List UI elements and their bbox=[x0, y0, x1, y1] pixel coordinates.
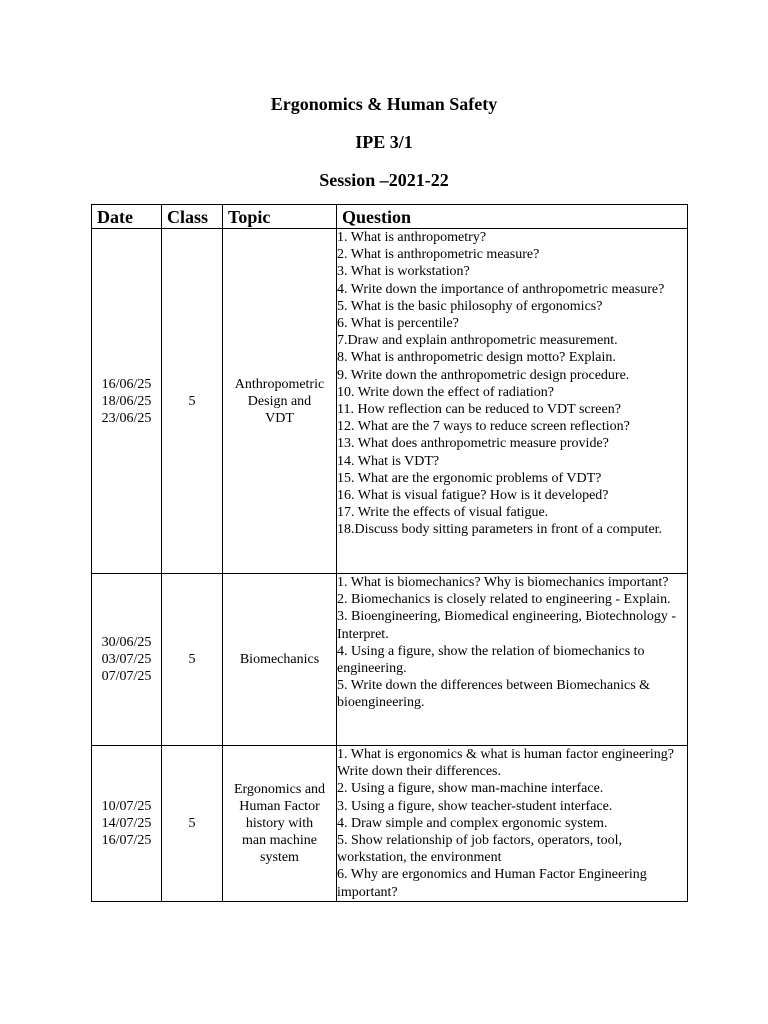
question-item: 5. What is the basic philosophy of ergonomics? bbox=[337, 298, 603, 314]
question-item: 2. Biomechanics is closely related to engineering - Explain. bbox=[337, 592, 671, 608]
topic-line: Ergonomics and bbox=[233, 781, 326, 797]
question-list bbox=[337, 229, 688, 574]
question-item: 2. Using a figure, show man-machine interface. bbox=[337, 781, 604, 797]
question-item: 3. What is workstation? bbox=[337, 264, 470, 280]
date-value: 16/06/25 bbox=[101, 376, 152, 392]
table-row bbox=[92, 574, 688, 746]
date-value: 18/06/25 bbox=[101, 393, 152, 409]
topic-line: Anthropometric bbox=[234, 376, 325, 392]
question-item: 11. How reflection can be reduced to VDT screen? bbox=[337, 402, 621, 418]
question-item: 1. What is ergonomics & what is human factor engineering? Write down their differences. bbox=[337, 747, 674, 780]
date-value: 14/07/25 bbox=[101, 815, 152, 831]
question-item: 5. Write down the differences between Biomechanics & bioengineering. bbox=[337, 678, 651, 711]
question-item: 1. What is biomechanics? Why is biomechanics important? bbox=[337, 575, 669, 590]
question-item: 15. What are the ergonomic problems of VDT? bbox=[337, 470, 602, 486]
topic-line: history with bbox=[245, 815, 314, 831]
question-item: 13. What does anthropometric measure provide? bbox=[337, 436, 609, 452]
question-item: 14. What is VDT? bbox=[337, 453, 440, 469]
question-item: 18.Discuss body sitting parameters in front of a computer. bbox=[337, 522, 663, 538]
question-list bbox=[337, 574, 688, 746]
question-item: 1. What is anthropometry? bbox=[337, 230, 487, 245]
topic-line: man machine bbox=[241, 832, 318, 848]
column-header-class: Class bbox=[162, 205, 223, 229]
table-row bbox=[92, 229, 688, 574]
date-value: 03/07/25 bbox=[101, 652, 152, 667]
question-item: 3. Bioengineering, Biomedical engineering, Biotechnology - Interpret. bbox=[337, 609, 677, 642]
topic-line: Human Factor bbox=[239, 798, 320, 814]
question-list bbox=[337, 746, 688, 902]
question-item: 9. Write down the anthropometric design procedure. bbox=[337, 367, 630, 383]
topic-cell bbox=[223, 229, 337, 574]
question-item: 4. Using a figure, show the relation of biomechanics to engineering. bbox=[337, 643, 645, 677]
topic-cell bbox=[223, 746, 337, 902]
topic-line: VDT bbox=[265, 410, 294, 426]
schedule-table bbox=[91, 204, 688, 902]
question-item: 17. Write the effects of visual fatigue. bbox=[337, 505, 549, 521]
date-value: 16/07/25 bbox=[101, 832, 152, 848]
date-cell bbox=[92, 229, 162, 574]
course-code: IPE 3/1 bbox=[355, 132, 413, 152]
question-item: 6. Why are ergonomics and Human Factor Engineering important? bbox=[337, 867, 647, 900]
date-value: 23/06/25 bbox=[101, 410, 152, 426]
question-item: 12. What are the 7 ways to reduce screen reflection? bbox=[337, 419, 630, 435]
question-item: 5. Show relationship of job factors, operators, tool, workstation, the environment bbox=[337, 833, 623, 866]
class-count: 5 bbox=[162, 229, 223, 574]
date-value: 07/07/25 bbox=[101, 669, 152, 684]
question-item: 4. Draw simple and complex ergonomic system. bbox=[337, 815, 608, 831]
question-item: 3. Using a figure, show teacher-student interface. bbox=[337, 798, 613, 814]
question-item: 2. What is anthropometric measure? bbox=[337, 247, 540, 263]
date-cell bbox=[92, 746, 162, 902]
question-item: 8. What is anthropometric design motto? Explain. bbox=[337, 350, 616, 366]
topic-line: system bbox=[260, 849, 299, 865]
class-count: 5 bbox=[162, 574, 223, 746]
column-header-date: Date bbox=[92, 205, 162, 229]
date-value: 30/06/25 bbox=[101, 635, 152, 650]
class-count: 5 bbox=[162, 746, 223, 902]
topic-line: Biomechanics bbox=[239, 652, 320, 667]
question-item: 6. What is percentile? bbox=[337, 316, 459, 332]
table-header-row bbox=[92, 205, 688, 229]
question-item: 7.Draw and explain anthropometric measurement. bbox=[337, 333, 618, 349]
document-title: Ergonomics & Human Safety bbox=[270, 94, 498, 114]
topic-line: Design and bbox=[247, 393, 312, 409]
column-header-topic: Topic bbox=[223, 205, 337, 229]
column-header-question: Question bbox=[337, 205, 688, 229]
date-value: 10/07/25 bbox=[101, 798, 152, 814]
topic-cell bbox=[223, 574, 337, 746]
table-row bbox=[92, 746, 688, 902]
question-item: 16. What is visual fatigue? How is it developed? bbox=[337, 488, 609, 504]
session-label: Session –2021-22 bbox=[319, 170, 449, 190]
question-item: 4. Write down the importance of anthropometric measure? bbox=[337, 281, 665, 297]
question-item: 10. Write down the effect of radiation? bbox=[337, 384, 555, 400]
date-cell bbox=[92, 574, 162, 746]
